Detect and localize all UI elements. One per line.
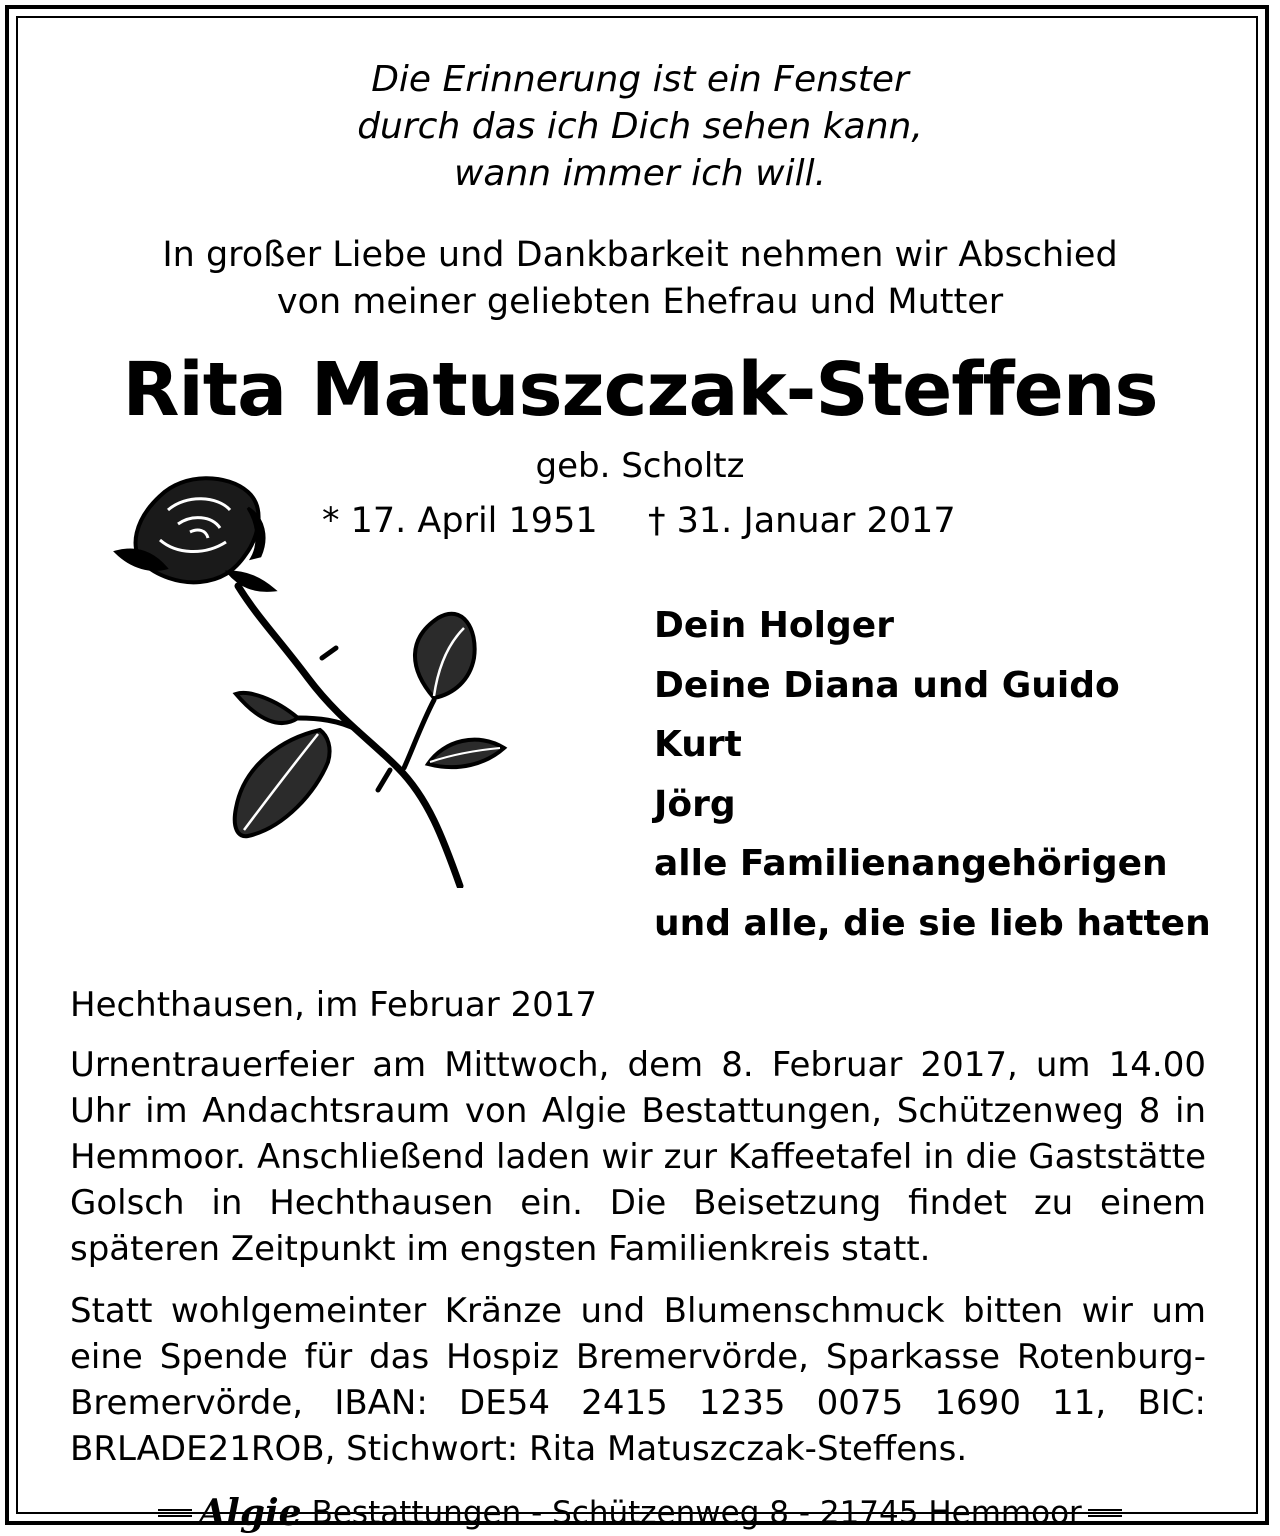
quote-line: Die Erinnerung ist ein Fenster <box>371 59 909 100</box>
mourner-name: Deine Diana und Guido <box>654 664 1120 706</box>
mourner-name: Dein Holger <box>654 605 894 646</box>
mourner-name: und alle, die sie lieb hatten <box>654 902 1211 944</box>
mourner-name: Kurt <box>654 724 742 765</box>
rose-icon <box>108 468 518 888</box>
mourner-name: Jörg <box>654 783 736 825</box>
quote-line: durch das ich Dich sehen kann, <box>357 106 923 147</box>
funeral-home-logo: Algie <box>198 1492 302 1534</box>
footer-rule-left <box>158 1509 192 1517</box>
ceremony-paragraph: Urnentrauerfeier am Mittwoch, dem 8. Februar 2017, um 14.00 Uhr im Andachtsraum von Algie Bestattungen, Schützenweg 8 in Hemmoor. Anschließend laden wir zur Kaffeetafel in die Gaststätte Golsch in Hechthausen ein. Die Beisetzung findet zu einem späteren Zeitpunkt im engsten Familienkreis statt. <box>70 1045 1206 1269</box>
maiden-name: geb. Scholtz <box>535 446 745 486</box>
death-date: † 31. Januar 2017 <box>648 501 956 541</box>
footer <box>140 1490 1140 1536</box>
funeral-home-address: Bestattungen - Schützenweg 8 - 21745 Hemmoor <box>311 1495 1082 1531</box>
donation-paragraph: Statt wohlgemeinter Kränze und Blumenschmuck bitten wir um eine Spende für das Hospiz Bremervörde, Sparkasse Rotenburg-Bremervörde, IBAN: DE54 2415 1235 0075 1690 11, BIC: BRLADE21ROB, Stichwort: Rita Matuszczak-Steffens. <box>70 1291 1206 1469</box>
intro-line: In großer Liebe und Dankbarkeit nehmen wir Abschied <box>162 235 1118 275</box>
farewell-intro <box>0 232 1280 326</box>
mourner-name: alle Familienangehörigen <box>654 843 1168 884</box>
deceased-name: Rita Matuszczak-Steffens <box>122 347 1158 433</box>
birth-date: * 17. April 1951 <box>322 501 598 541</box>
intro-line: von meiner geliebten Ehefrau und Mutter <box>276 282 1004 322</box>
memorial-quote <box>0 56 1280 197</box>
quote-line: wann immer ich will. <box>453 153 827 194</box>
mourners-list <box>654 596 1211 953</box>
place-and-date: Hechthausen, im Februar 2017 <box>70 985 598 1025</box>
footer-rule-right <box>1088 1509 1122 1517</box>
